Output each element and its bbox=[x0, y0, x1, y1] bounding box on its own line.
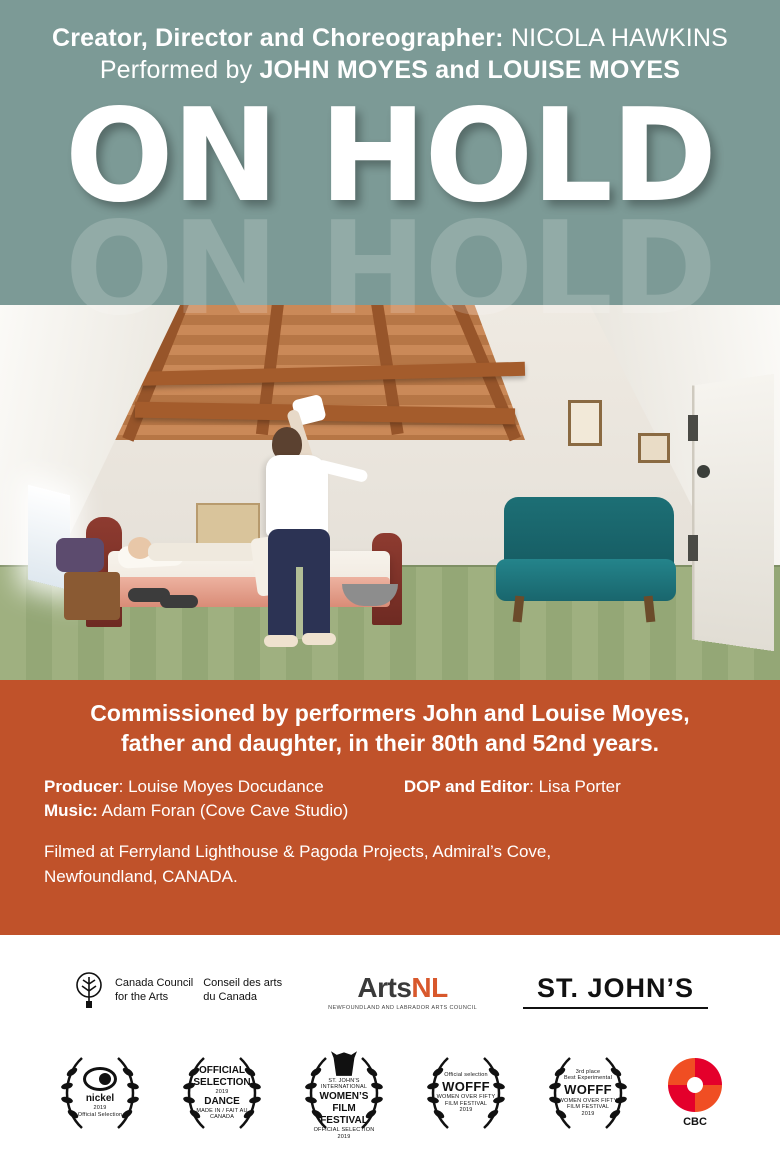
laurel-official-selection-text bbox=[189, 1065, 255, 1121]
st-johns-underline bbox=[523, 1007, 708, 1009]
poster-header bbox=[0, 0, 780, 305]
dance-word: DANCE bbox=[204, 1095, 240, 1107]
commission-line-2: father and daughter, in their 80th and 52nd years. bbox=[120, 730, 660, 757]
arts-nl-arts: Arts bbox=[357, 971, 412, 1003]
lying-person-body bbox=[148, 543, 258, 561]
poster-still-image bbox=[0, 305, 780, 680]
st-johns-wordmark: ST. JOHN’S bbox=[537, 973, 695, 1003]
laurel-nickel-film-festival bbox=[52, 1048, 148, 1138]
crew-column-left bbox=[44, 775, 404, 824]
teal-armchair bbox=[496, 497, 676, 622]
wff-official-selection: OFFICIAL SELECTION bbox=[313, 1127, 375, 1133]
canada-council-text bbox=[115, 977, 282, 1005]
music-credit bbox=[44, 799, 404, 824]
person-lying-on-bed bbox=[128, 537, 258, 563]
cloth-bag bbox=[56, 538, 104, 572]
laurel-wofff-selection-text bbox=[433, 1072, 499, 1114]
armchair-leg bbox=[513, 596, 525, 623]
made-in-canada: MADE IN / FAIT AU CANADA bbox=[196, 1107, 248, 1121]
wff-year: 2019 bbox=[337, 1133, 351, 1140]
official-word: OFFICIAL bbox=[198, 1065, 246, 1077]
wff-film-festival: FILM FESTIVAL bbox=[320, 1103, 368, 1126]
music-value: Adam Foran (Cove Cave Studio) bbox=[97, 801, 349, 821]
arts-nl-wordmark bbox=[328, 972, 477, 1004]
wofff-fullname: WOMEN OVER FIFTY FILM FESTIVAL bbox=[558, 1097, 618, 1111]
dancer-foot bbox=[302, 633, 336, 645]
wofff-fullname: WOMEN OVER FIFTY FILM FESTIVAL bbox=[436, 1094, 496, 1107]
credit-performed-by-label: Performed by bbox=[99, 56, 253, 84]
cbc-gem-icon bbox=[668, 1058, 722, 1112]
wofff-year: 2019 bbox=[581, 1110, 595, 1117]
poster-footer bbox=[0, 935, 780, 1170]
laurel-wofff-experimental-text bbox=[555, 1069, 621, 1118]
funder-logos bbox=[0, 949, 780, 1033]
cca-en-line1: Canada Council bbox=[114, 977, 194, 990]
dop-editor-value: : Lisa Porter bbox=[529, 776, 621, 796]
armchair-seat bbox=[496, 559, 676, 601]
nickel-selection: Official Selection bbox=[77, 1112, 123, 1118]
framed-picture bbox=[568, 400, 602, 446]
crew-column-right bbox=[404, 775, 736, 824]
canada-council-logo bbox=[72, 971, 282, 1011]
laurel-official-selection-dance bbox=[174, 1048, 270, 1138]
laurel-nickel-text bbox=[67, 1067, 133, 1118]
festival-laurels bbox=[0, 1033, 780, 1153]
dop-editor-credit bbox=[404, 775, 736, 800]
commission-line-1: Commissioned by performers John and Louise Moyes, bbox=[90, 700, 690, 726]
door-knob bbox=[697, 465, 710, 478]
framed-picture bbox=[638, 433, 670, 463]
dancer-foot bbox=[264, 635, 298, 647]
shoe bbox=[160, 595, 198, 608]
wff-prefix: ST. JOHN’S INTERNATIONAL bbox=[320, 1077, 368, 1091]
filmed-line-1: Filmed at Ferryland Lighthouse & Pagoda Projects, Admiral’s Cove, bbox=[44, 842, 552, 861]
wofff-official-selection: Official selection bbox=[444, 1072, 488, 1079]
official-selection-year: 2019 bbox=[215, 1089, 229, 1096]
wofff-wordmark: WOFFF bbox=[442, 1078, 490, 1094]
credit-creator-name: NICOLA HAWKINS bbox=[510, 24, 729, 52]
nickel-coin-icon bbox=[83, 1067, 117, 1091]
selection-word: SELECTION bbox=[193, 1077, 251, 1089]
door-hinge bbox=[688, 415, 698, 441]
nickel-year: 2019 bbox=[93, 1105, 107, 1112]
tree-icon bbox=[72, 971, 106, 1011]
laurel-womens-film-festival bbox=[296, 1048, 392, 1138]
cat-icon bbox=[331, 1046, 357, 1076]
arts-nl-subtitle: NEWFOUNDLAND AND LABRADOR ARTS COUNCIL bbox=[328, 1004, 478, 1011]
wooden-stool bbox=[64, 572, 120, 620]
room-scene bbox=[0, 305, 780, 680]
producer-value: : Louise Moyes Docudance bbox=[118, 776, 324, 796]
commission-statement bbox=[44, 698, 736, 759]
credit-performer-names: JOHN MOYES and LOUISE MOYES bbox=[259, 56, 681, 84]
producer-label: Producer bbox=[44, 776, 119, 796]
laurel-wofff-best-experimental bbox=[540, 1048, 636, 1138]
nickel-name: nickel bbox=[85, 1093, 115, 1105]
cbc-label: CBC bbox=[683, 1116, 707, 1128]
laurel-womens-film-festival-text bbox=[311, 1046, 377, 1140]
music-label: Music: bbox=[44, 801, 98, 821]
wofff-wordmark: WOFFF bbox=[564, 1081, 612, 1097]
laurel-wofff-official-selection bbox=[418, 1048, 514, 1138]
canada-council-english bbox=[115, 977, 193, 1005]
wofff-place: 3rd place bbox=[575, 1068, 601, 1075]
wofff-year: 2019 bbox=[459, 1107, 473, 1114]
producer-credit bbox=[44, 775, 404, 800]
crew-credits bbox=[44, 775, 736, 824]
wff-womens: WOMEN’S bbox=[319, 1091, 369, 1102]
wofff-category: Best Experimental bbox=[563, 1075, 613, 1082]
credit-line-creator bbox=[18, 22, 762, 54]
dop-editor-label: DOP and Editor bbox=[403, 776, 530, 796]
door-hinge bbox=[688, 535, 698, 561]
canada-council-french bbox=[203, 977, 282, 1005]
arts-nl-nl: NL bbox=[411, 971, 448, 1003]
poster-title: ON HOLD bbox=[64, 82, 716, 231]
cbc-logo bbox=[662, 1058, 728, 1128]
dancer-leg-gap bbox=[296, 567, 303, 639]
filming-locations bbox=[44, 840, 736, 889]
cca-en-line2: for the Arts bbox=[114, 991, 169, 1003]
cca-fr-line1: Conseil des arts bbox=[203, 977, 283, 990]
dancer-figure bbox=[258, 417, 373, 667]
filmed-line-2: Newfoundland, CANADA. bbox=[44, 866, 238, 886]
credit-creator-label: Creator, Director and Choreographer: bbox=[51, 24, 504, 52]
st-johns-logo bbox=[523, 973, 708, 1009]
poster-credits-block bbox=[0, 680, 780, 935]
arts-nl-logo bbox=[328, 972, 477, 1011]
door bbox=[692, 374, 774, 651]
cca-fr-line2: du Canada bbox=[203, 991, 258, 1003]
